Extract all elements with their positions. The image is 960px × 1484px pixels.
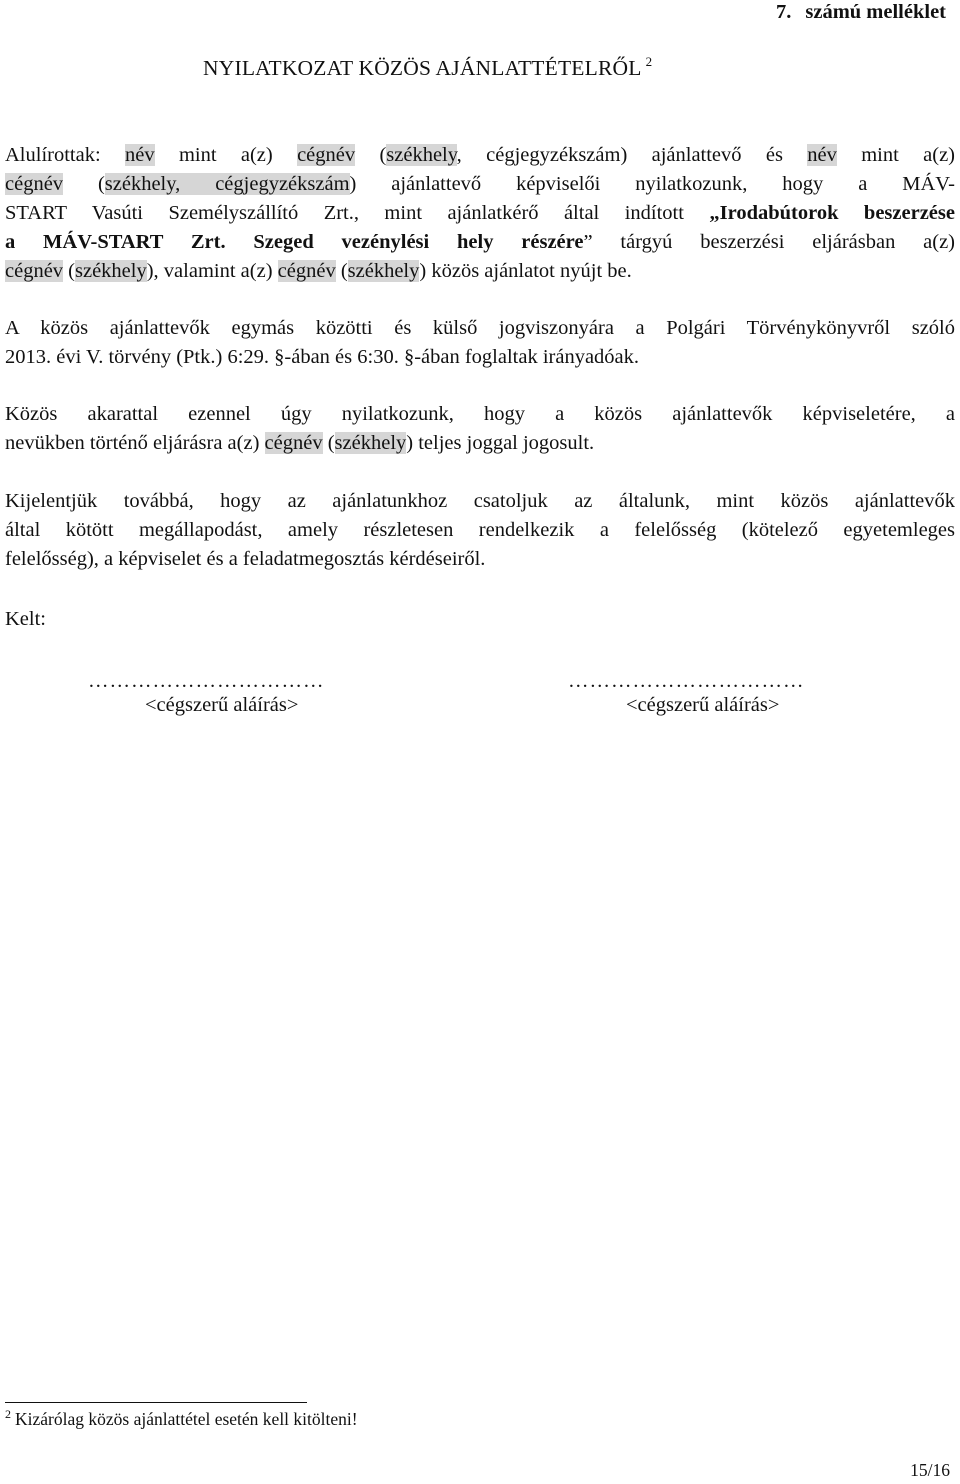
paragraph-1-line-2 xyxy=(5,171,955,199)
field-seat: székhely xyxy=(334,432,407,454)
text-run: , cégjegyzékszám) ajánlattevő és xyxy=(456,144,808,166)
field-company-name: cégnév xyxy=(277,260,336,282)
field-seat: székhely xyxy=(386,144,457,166)
text-run: ) ajánlattevő képviselői nyilatkozunk, hogy a MÁV- xyxy=(349,173,955,195)
field-seat-registration: székhely, cégjegyzékszám xyxy=(104,173,350,195)
field-company-name: cégnév xyxy=(264,432,323,454)
field-company-name: cégnév xyxy=(5,173,64,195)
date-label: Kelt: xyxy=(5,608,46,630)
document-title xyxy=(203,56,652,81)
field-company-name: cégnév xyxy=(5,260,64,282)
paragraph-2-line-2: 2013. évi V. törvény (Ptk.) 6:29. §-ában és 6:30. §-ában foglaltak irányadóak. xyxy=(5,346,640,368)
signature-line-1: …………………………… xyxy=(88,670,325,692)
signature-label-2: <cégszerű aláírás> xyxy=(626,694,780,716)
paragraph-3-line-1: Közös akarattal ezennel úgy nyilatkozunk, hogy a közös ajánlattevők képviseletére, a xyxy=(5,403,955,425)
text-run: ( xyxy=(355,144,387,166)
text-run: nevükben történő eljárásra a(z) xyxy=(5,432,265,454)
text-run: Alulírottak: xyxy=(5,144,125,166)
text-run: ( xyxy=(335,260,348,282)
footnote-mark: 2 xyxy=(5,1407,11,1421)
title-footnote-mark: 2 xyxy=(645,54,653,69)
annex-header xyxy=(776,1,946,24)
paragraph-1-line-3 xyxy=(5,200,955,228)
paragraph-1-line-1 xyxy=(5,142,955,170)
procurement-title-cont: a MÁV-START Zrt. Szeged vezénylési hely részére xyxy=(5,231,584,253)
procurement-title: „Irodabútorok beszerzése xyxy=(709,202,955,224)
text-run: ( xyxy=(322,432,335,454)
text-run: ) közös ajánlatot nyújt be. xyxy=(419,260,632,282)
text-run: ( xyxy=(63,260,75,282)
paragraph-2-line-1: A közös ajánlattevők egymás közötti és külső jogviszonyára a Polgári Törvénykönyvről szóló xyxy=(5,317,955,339)
text-run: START Vasúti Személyszállító Zrt. xyxy=(5,202,354,224)
text-run: mint a(z) xyxy=(836,144,955,166)
field-company-name: cégnév xyxy=(297,144,356,166)
paragraph-1-line-4 xyxy=(5,229,955,257)
footnote-divider xyxy=(5,1402,307,1403)
text-run: mint a(z) xyxy=(154,144,298,166)
paragraph-4-line-2: által kötött megállapodást, amely részletesen rendelkezik a felelősség (kötelező egyetemleges xyxy=(5,519,955,541)
paragraph-4-line-3: felelősség), a képviselet és a feladatmegosztás kérdéseiről. xyxy=(5,548,486,570)
title-text: NYILATKOZAT KÖZÖS AJÁNLATTÉTELRŐL xyxy=(203,56,642,80)
page-number: 15/16 xyxy=(910,1460,950,1480)
text-run: ), valamint a(z) xyxy=(146,260,278,282)
text-run: ( xyxy=(63,173,105,195)
paragraph-1-line-5 xyxy=(5,258,955,286)
text-run: ) teljes joggal jogosult. xyxy=(406,432,595,454)
footnote-text: Kizárólag közös ajánlattétel esetén kell kitölteni! xyxy=(15,1409,358,1429)
paragraph-4-line-1: Kijelentjük továbbá, hogy az ajánlatunkhoz csatoljuk az általunk, mint közös ajánlattevők xyxy=(5,490,955,512)
field-name: név xyxy=(125,144,155,166)
annex-label: számú melléklet xyxy=(805,1,946,23)
field-seat: székhely xyxy=(347,260,420,282)
paragraph-3-line-2 xyxy=(5,430,955,458)
field-seat: székhely xyxy=(75,260,147,282)
text-run: ” tárgyú beszerzési eljárásban a(z) xyxy=(583,231,955,253)
text-run: , mint ajánlatkérő által indított xyxy=(353,202,710,224)
signature-line-2: …………………………… xyxy=(568,670,805,692)
footnote xyxy=(5,1409,358,1430)
signature-label-1: <cégszerű aláírás> xyxy=(145,694,299,716)
annex-number: 7. xyxy=(776,1,792,23)
field-name: név xyxy=(807,144,837,166)
